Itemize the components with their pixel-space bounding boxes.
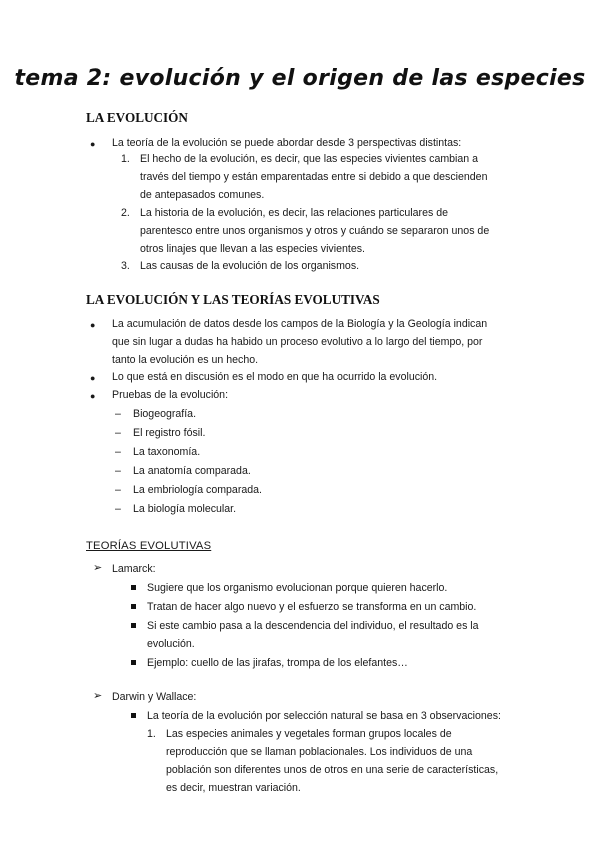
list-number: 3.	[121, 260, 130, 272]
page-title: tema 2: evolución y el origen de las especies	[14, 66, 586, 91]
dash-icon: –	[115, 503, 121, 515]
theory-item: La teoría de la evolución por selección natural se basa en 3 observaciones:	[147, 710, 501, 722]
square-bullet-icon	[131, 660, 136, 665]
section-heading-teorias: LA EVOLUCIÓN Y LAS TEORÍAS EVOLUTIVAS	[86, 292, 380, 307]
bullet-text: La acumulación de datos desde los campos de la Biología y la Geología indican	[112, 318, 488, 330]
list-item-line: parentesco entre unos organismos y otros y cuándo se separaron unos de	[140, 225, 490, 237]
dash-item: La embriología comparada.	[133, 484, 262, 496]
theory-label: Lamarck:	[112, 563, 156, 575]
bullet-text: La teoría de la evolución se puede abordar desde 3 perspectivas distintas:	[112, 137, 462, 149]
dash-item: La taxonomía.	[133, 446, 201, 458]
bullet-icon: ●	[90, 373, 96, 383]
list-number: 1.	[147, 728, 156, 740]
list-item-line: Las especies animales y vegetales forman grupos locales de	[166, 728, 452, 740]
dash-icon: –	[115, 465, 121, 477]
bullet-icon: ●	[90, 139, 96, 149]
bullet-text: tanto la evolución es un hecho.	[112, 354, 259, 366]
square-bullet-icon	[131, 604, 136, 609]
theory-item: Sugiere que los organismo evolucionan porque quieren hacerlo.	[147, 582, 448, 594]
list-item-line: de antepasados comunes.	[140, 189, 265, 201]
square-bullet-icon	[131, 623, 136, 628]
dash-item: El registro fósil.	[133, 427, 206, 439]
arrow-bullet-icon: ➢	[93, 690, 103, 702]
list-item-line: es decir, muestran variación.	[166, 782, 301, 794]
list-item-line: otros linajes que llevan a las especies vivientes.	[140, 243, 365, 255]
section-heading-teorias-evolutivas: TEORÍAS EVOLUTIVAS	[86, 540, 212, 552]
arrow-bullet-icon: ➢	[93, 562, 103, 574]
theory-item: Tratan de hacer algo nuevo y el esfuerzo se transforma en un cambio.	[147, 601, 477, 613]
dash-icon: –	[115, 427, 121, 439]
list-item-line: Las causas de la evolución de los organismos.	[140, 260, 360, 272]
bullet-icon: ●	[90, 320, 96, 330]
bullet-icon: ●	[90, 391, 96, 401]
theory-item: Si este cambio pasa a la descendencia del individuo, el resultado es la	[147, 620, 479, 632]
section-heading-evolucion: LA EVOLUCIÓN	[86, 110, 188, 125]
bullet-text: Pruebas de la evolución:	[112, 389, 229, 401]
dash-icon: –	[115, 408, 121, 420]
theory-item: Ejemplo: cuello de las jirafas, trompa de los elefantes…	[147, 657, 408, 669]
list-item-line: La historia de la evolución, es decir, las relaciones particulares de	[140, 207, 448, 219]
list-number: 1.	[121, 153, 130, 165]
list-number: 2.	[121, 207, 130, 219]
theory-label: Darwin y Wallace:	[112, 691, 197, 703]
list-item-line: El hecho de la evolución, es decir, que las especies vivientes cambian a	[140, 153, 479, 165]
list-item-line: población son diferentes unos de otros en una serie de características,	[166, 764, 499, 776]
dash-item: La biología molecular.	[133, 503, 237, 515]
bullet-text: que sin lugar a dudas ha habido un proceso evolutivo a lo largo del tiempo, por	[112, 336, 483, 348]
dash-item: La anatomía comparada.	[133, 465, 251, 477]
list-item-line: través del tiempo y están emparentadas entre si debido a que descienden	[140, 171, 488, 183]
dash-item: Biogeografía.	[133, 408, 197, 420]
list-item-line: reproducción que se llaman poblacionales. Los individuos de una	[166, 746, 473, 758]
dash-icon: –	[115, 484, 121, 496]
square-bullet-icon	[131, 713, 136, 718]
square-bullet-icon	[131, 585, 136, 590]
bullet-text: Lo que está en discusión es el modo en que ha ocurrido la evolución.	[112, 371, 438, 383]
dash-icon: –	[115, 446, 121, 458]
theory-item: evolución.	[147, 638, 195, 650]
